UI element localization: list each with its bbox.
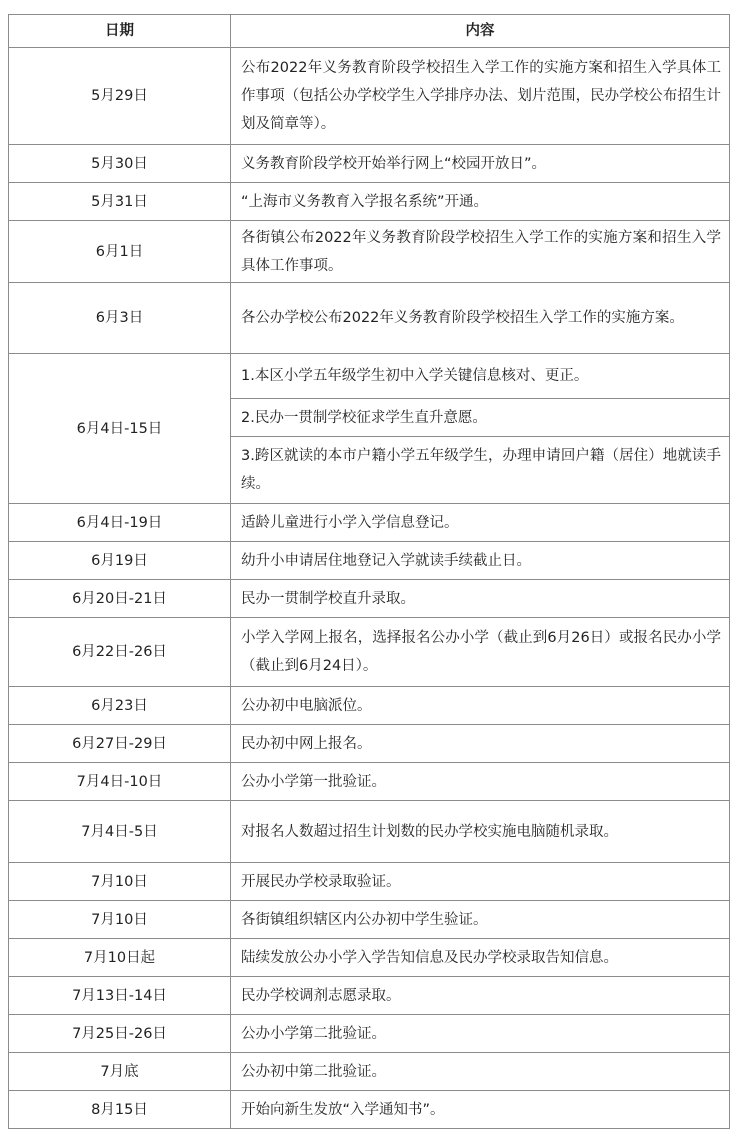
table-row xyxy=(9,48,730,145)
row-content: 适龄儿童进行小学入学信息登记。 xyxy=(231,504,730,542)
row-date: 6月3日 xyxy=(9,283,231,354)
row-date: 6月20日-21日 xyxy=(9,580,231,618)
row-content: 民办一贯制学校直升录取。 xyxy=(231,580,730,618)
table-row xyxy=(9,1015,730,1053)
table-row xyxy=(9,221,730,283)
row-date: 6月1日 xyxy=(9,221,231,283)
table-row xyxy=(9,863,730,901)
table-row xyxy=(9,618,730,687)
row-content: 开始向新生发放“入学通知书”。 xyxy=(231,1091,730,1129)
row-date: 7月10日 xyxy=(9,901,231,939)
row-content: 公办初中电脑派位。 xyxy=(231,687,730,725)
table-row xyxy=(9,939,730,977)
table-row xyxy=(9,1053,730,1091)
table-row xyxy=(9,542,730,580)
row-date: 7月4日-10日 xyxy=(9,763,231,801)
row-content: 对报名人数超过招生计划数的民办学校实施电脑随机录取。 xyxy=(231,801,730,863)
row-date: 7月底 xyxy=(9,1053,231,1091)
row-content: 陆续发放公办小学入学告知信息及民办学校录取告知信息。 xyxy=(231,939,730,977)
row-content: 2.民办一贯制学校征求学生直升意愿。 xyxy=(231,399,730,437)
table-row xyxy=(9,725,730,763)
table-row xyxy=(9,145,730,183)
row-date: 7月10日起 xyxy=(9,939,231,977)
table-row xyxy=(9,354,730,399)
row-content: 民办学校调剂志愿录取。 xyxy=(231,977,730,1015)
row-content: 公布2022年义务教育阶段学校招生入学工作的实施方案和招生入学具体工作事项（包括公办学校学生入学排序办法、划片范围，民办学校公布招生计划及简章等）。 xyxy=(231,48,730,145)
row-date: 6月27日-29日 xyxy=(9,725,231,763)
table-row xyxy=(9,801,730,863)
row-content: 开展民办学校录取验证。 xyxy=(231,863,730,901)
row-date: 6月4日-15日 xyxy=(9,354,231,504)
row-date: 7月25日-26日 xyxy=(9,1015,231,1053)
row-date: 5月29日 xyxy=(9,48,231,145)
table-header-row xyxy=(9,15,730,48)
row-content: 幼升小申请居住地登记入学就读手续截止日。 xyxy=(231,542,730,580)
schedule-table-container xyxy=(8,14,729,1129)
row-content: 公办初中第二批验证。 xyxy=(231,1053,730,1091)
row-content: 民办初中网上报名。 xyxy=(231,725,730,763)
row-content: 1.本区小学五年级学生初中入学关键信息核对、更正。 xyxy=(231,354,730,399)
row-content: 各公办学校公布2022年义务教育阶段学校招生入学工作的实施方案。 xyxy=(231,283,730,354)
row-content: 公办小学第一批验证。 xyxy=(231,763,730,801)
row-content: 公办小学第二批验证。 xyxy=(231,1015,730,1053)
row-content: 小学入学网上报名，选择报名公办小学（截止到6月26日）或报名民办小学（截止到6月24日）。 xyxy=(231,618,730,687)
table-row xyxy=(9,901,730,939)
table-row xyxy=(9,283,730,354)
row-date: 5月31日 xyxy=(9,183,231,221)
table-row xyxy=(9,763,730,801)
row-date: 7月10日 xyxy=(9,863,231,901)
row-date: 6月23日 xyxy=(9,687,231,725)
table-row xyxy=(9,977,730,1015)
row-date: 5月30日 xyxy=(9,145,231,183)
table-row xyxy=(9,687,730,725)
row-date: 6月19日 xyxy=(9,542,231,580)
row-content: 各街镇公布2022年义务教育阶段学校招生入学工作的实施方案和招生入学具体工作事项。 xyxy=(231,221,730,283)
table-row xyxy=(9,1091,730,1129)
table-row xyxy=(9,580,730,618)
row-content: “上海市义务教育入学报名系统”开通。 xyxy=(231,183,730,221)
row-content: 3.跨区就读的本市户籍小学五年级学生，办理申请回户籍（居住）地就读手续。 xyxy=(231,437,730,504)
row-date: 7月13日-14日 xyxy=(9,977,231,1015)
table-row xyxy=(9,183,730,221)
row-content: 义务教育阶段学校开始举行网上“校园开放日”。 xyxy=(231,145,730,183)
header-content: 内容 xyxy=(231,15,730,48)
row-date: 7月4日-5日 xyxy=(9,801,231,863)
table-row xyxy=(9,504,730,542)
enrollment-schedule-table xyxy=(8,14,730,1129)
header-date: 日期 xyxy=(9,15,231,48)
row-date: 8月15日 xyxy=(9,1091,231,1129)
row-date: 6月22日-26日 xyxy=(9,618,231,687)
row-content: 各街镇组织辖区内公办初中学生验证。 xyxy=(231,901,730,939)
row-date: 6月4日-19日 xyxy=(9,504,231,542)
